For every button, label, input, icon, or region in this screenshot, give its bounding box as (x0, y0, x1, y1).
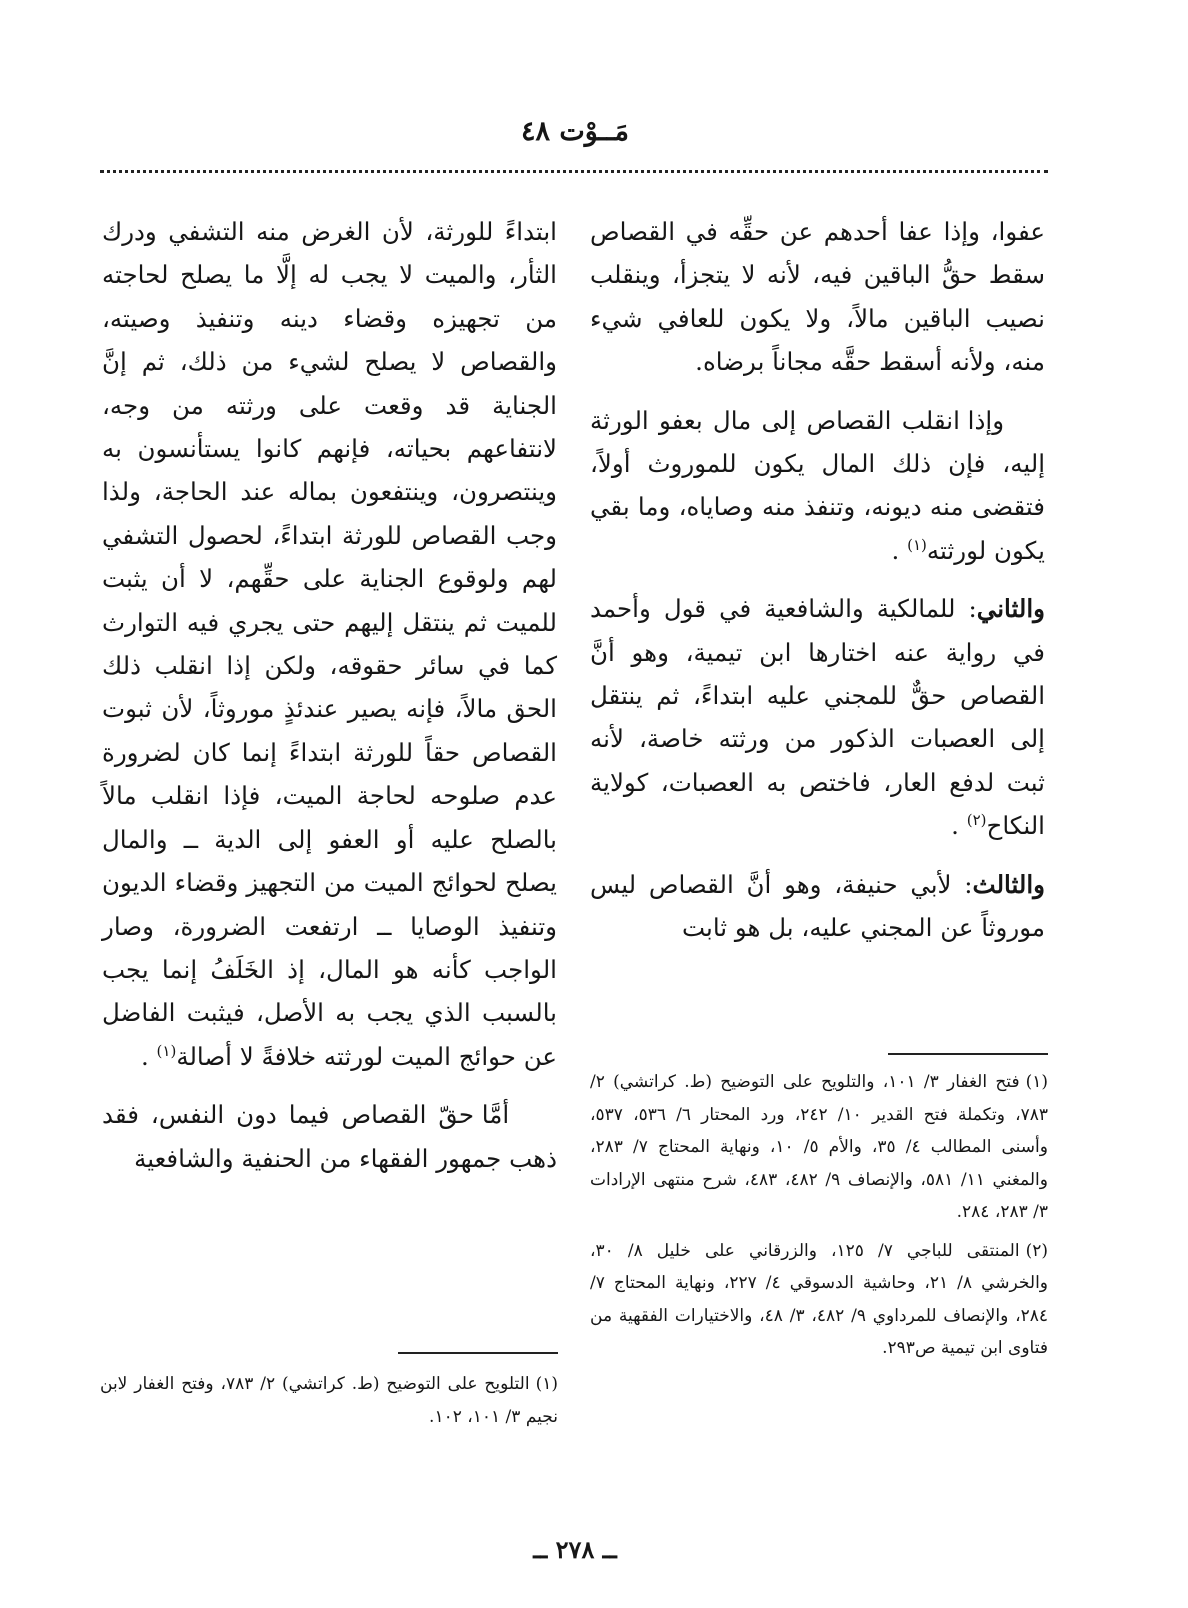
paragraph (590, 587, 1045, 847)
paragraph (590, 863, 1045, 950)
footnote-text: المنتقى للباجي ٧/ ١٢٥، والزرقاني على خليل ٨/ ٣٠، والخرشي ٨/ ٢١، وحاشية الدسوقي ٤/ ٢٢٧، ونهاية المحتاج ٧/ ٢٨٤، والإنصاف للمرداوي ٩/ ٤٨٢، ٣/ ٤٨، والاختيارات الفقهية من فتاوى ابن تيمية ص٢٩٣. (590, 1240, 1048, 1358)
footnote-rule (398, 1352, 558, 1354)
footnotes-right (590, 1066, 1048, 1365)
footnote-text: التلويح على التوضيح (ط. كراتشي) ٢/ ٧٨٣، وفتح الغفار لابن نجيم ٣/ ١٠١، ١٠٢. (100, 1374, 558, 1427)
paragraph-text: وإذا انقلب القصاص إلى مال بعفو الورثة إليه، فإن ذلك المال يكون للموروث أولاً، فتقضى منه ديونه، وتنفذ منه وصاياه، وما بقي يكون لورثته (590, 405, 1045, 565)
paragraph-text: : لأبي حنيفة، وهو أنَّ القصاص ليس موروثاً عن المجني عليه، بل هو ثابت (590, 869, 1045, 943)
footnotes-left (100, 1368, 558, 1433)
footnote-ref: (٢) (966, 811, 987, 830)
footnote (590, 1235, 1048, 1365)
footnote-ref: (١) (907, 535, 927, 554)
paragraph-text: : للمالكية والشافعية في قول وأحمد في رواية عنه اختارها ابن تيمية، وهو أنَّ القصاص حقٌّ للمجني عليه ابتداءً، ثم ينتقل إلى العصبات الذكور من ورثته خاصة، لأنه ثبت لدفع العار، فاختص به العصبات، كولاية النكاح (590, 594, 1045, 841)
paragraph-end: . (891, 535, 900, 565)
paragraph-end: . (951, 811, 959, 841)
paragraph-end: . (140, 1041, 149, 1071)
header-dotted-rule (100, 170, 1048, 173)
footnote-ref: (١) (156, 1041, 177, 1060)
right-column (590, 210, 1045, 950)
footnote-number: (١) (535, 1374, 558, 1394)
paragraph-text: ابتداءً للورثة، لأن الغرض منه التشفي ودرك الثأر، والميت لا يجب له إلَّا ما يصلح لحاجته من تجهيزه وقضاء دينه وتنفيذ وصيته، والقصاص لا يصلح لشيء من ذلك، ثم إنَّ الجناية قد وقعت على ورثته من وجه، لانتفاعهم بحياته، فإنهم كانوا يستأنسون به وينتصرون، وينتفعون بماله عند الحاجة، ولذا وجب القصاص للورثة ابتداءً، لحصول التشفي لهم ولوقوع الجناية على حقِّهم، لا أن يثبت للميت ثم ينتقل إليهم حتى يجري فيه التوارث كما في سائر حقوقه، ولكن إذا انقلب ذلك الحق مالاً، فإنه يصير عندئذٍ موروثاً، لأن ثبوت القصاص حقاً للورثة ابتداءً إنما كان لضرورة عدم صلوحه لحاجة الميت، فإذا انقلب مالاً بالصلح عليه أو العفو إلى الدية ــ والمال يصلح لحوائج الميت من التجهيز وقضاء الديون وتنفيذ الوصايا ــ ارتفعت الضرورة، وصار الواجب كأنه هو المال، إذ الخَلَفُ إنما يجب بالسبب الذي يجب به الأصل، فيثبت الفاضل عن حوائج الميت لورثته خلافةً لا أصالة (102, 217, 557, 1071)
paragraph-lead: والثاني (976, 594, 1045, 624)
footnote-rule (888, 1053, 1048, 1055)
footnote-number: (١) (1025, 1072, 1048, 1092)
page-number: ــ ٢٧٨ ــ (533, 1535, 617, 1564)
paragraph (590, 210, 1045, 384)
paragraph (102, 210, 557, 1078)
paragraph (102, 1093, 557, 1180)
paragraph (590, 399, 1045, 573)
footnote (100, 1368, 558, 1433)
footnote (590, 1066, 1048, 1229)
paragraph-text: عفوا، وإذا عفا أحدهم عن حقِّه في القصاص سقط حقُّ الباقين فيه، لأنه لا يتجزأ، وينقلب نصيب الباقين مالاً، ولا يكون للعافي شيء منه، ولأنه أسقط حقَّه مجاناً برضاه. (590, 217, 1045, 377)
footnote-number: (٢) (1025, 1240, 1048, 1261)
paragraph-text: أمَّا حقّ القصاص فيما دون النفس، فقد ذهب جمهور الفقهاء من الحنفية والشافعية (102, 1100, 557, 1173)
left-column (102, 210, 557, 1180)
paragraph-lead: والثالث (972, 869, 1045, 899)
running-header: مَــوْت ٤٨ (520, 116, 630, 147)
footnote-text: فتح الغفار ٣/ ١٠١، والتلويح على التوضيح (ط. كراتشي) ٢/ ٧٨٣، وتكملة فتح القدير ١٠/ ٢٤٢، ورد المحتار ٦/ ٥٣٦، ٥٣٧، وأسنى المطالب ٤/ ٣٥، والأم ٥/ ١٠، ونهاية المحتاج ٧/ ٢٨٣، والمغني ١١/ ٥٨١، والإنصاف ٩/ ٤٨٢، ٤٨٣، شرح منتهى الإرادات ٣/ ٢٨٣، ٢٨٤. (590, 1072, 1049, 1222)
